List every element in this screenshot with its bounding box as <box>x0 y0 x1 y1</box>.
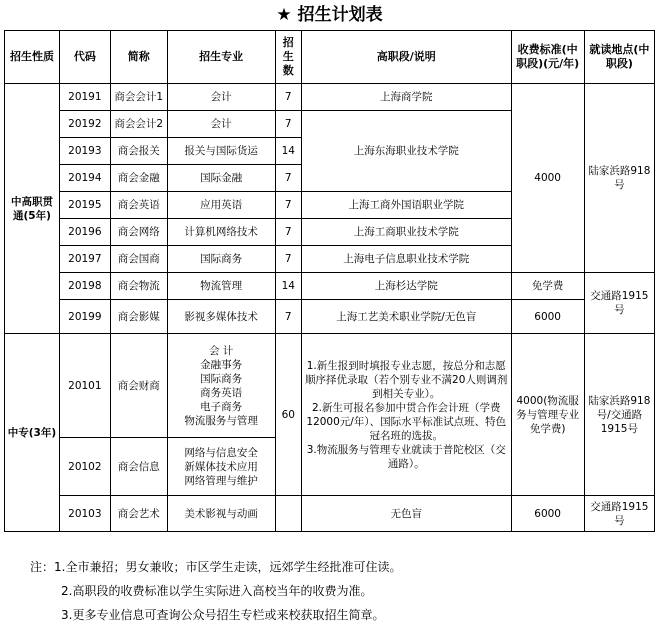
count-cell: 60 <box>275 334 301 496</box>
table-row <box>5 334 655 438</box>
code-cell: 20194 <box>59 165 110 192</box>
major-item: 金融事务 <box>200 358 243 371</box>
short-cell: 商会国商 <box>110 246 167 273</box>
major-item: 新媒体技术应用 <box>184 460 258 473</box>
major-cell: 会计 <box>167 111 275 138</box>
major-item: 会 计 <box>208 344 234 357</box>
location-cell: 交通路1915号 <box>584 273 654 334</box>
table-row <box>5 300 655 334</box>
count-cell: 7 <box>275 165 301 192</box>
major-cell: 影视多媒体技术 <box>167 300 275 334</box>
short-cell: 商会会计1 <box>110 84 167 111</box>
code-cell: 20103 <box>59 496 110 532</box>
header-fee: 收费标准(中职段)(元/年) <box>511 31 584 84</box>
count-cell: 14 <box>275 138 301 165</box>
college-cell: 上海杉达学院 <box>301 273 511 300</box>
nature-cell: 中高职贯通(5年) <box>5 84 60 334</box>
short-cell: 商会英语 <box>110 192 167 219</box>
nature-cell: 中专(3年) <box>5 334 60 532</box>
description-cell <box>301 334 511 496</box>
desc-item: 1.新生报到时填报专业志愿，按总分和志愿顺序择优录取（若个别专业不满20人则调剂到相关专业）。 <box>305 359 508 400</box>
table-row <box>5 273 655 300</box>
major-item: 国际商务 <box>200 372 243 385</box>
location-cell: 陆家浜路918号/交通路1915号 <box>584 334 654 496</box>
short-cell: 商会艺术 <box>110 496 167 532</box>
college-cell: 上海工商职业技术学院 <box>301 219 511 246</box>
enrollment-plan-table <box>4 30 655 532</box>
major-item: 电子商务 <box>200 400 243 413</box>
short-cell: 商会金融 <box>110 165 167 192</box>
location-cell: 陆家浜路918号 <box>584 84 654 273</box>
code-cell: 20195 <box>59 192 110 219</box>
code-cell: 20193 <box>59 138 110 165</box>
header-short: 简称 <box>110 31 167 84</box>
short-cell: 商会影媒 <box>110 300 167 334</box>
page-title: ★ 招生计划表 <box>276 5 383 25</box>
note-2: 2.高职段的收费标准以学生实际进入高校当年的收费为准。 <box>61 584 373 598</box>
major-cell: 应用英语 <box>167 192 275 219</box>
code-cell: 20196 <box>59 219 110 246</box>
note-3: 3.更多专业信息可查询公众号招生专栏或来校获取招生简章。 <box>61 608 385 622</box>
header-college: 高职段/说明 <box>301 31 511 84</box>
code-cell: 20102 <box>59 438 110 496</box>
major-item: 网络管理与维护 <box>184 474 258 487</box>
count-cell <box>275 496 301 532</box>
code-cell: 20192 <box>59 111 110 138</box>
fee-cell: 4000 <box>511 84 584 273</box>
notes <box>30 555 401 627</box>
major-list-cell <box>167 334 275 438</box>
note-1: 注：1.全市兼招；男女兼收；市区学生走读，远郊学生经批准可住读。 <box>30 560 402 574</box>
header-location: 就读地点(中职段) <box>584 31 654 84</box>
major-cell: 会计 <box>167 84 275 111</box>
fee-cell: 6000 <box>511 496 584 532</box>
major-list-cell <box>167 438 275 496</box>
count-cell: 7 <box>275 192 301 219</box>
count-cell: 7 <box>275 84 301 111</box>
header-row <box>5 31 655 84</box>
code-cell: 20191 <box>59 84 110 111</box>
short-cell: 商会会计2 <box>110 111 167 138</box>
college-cell: 上海商学院 <box>301 84 511 111</box>
table-row <box>5 84 655 111</box>
header-count: 招生数 <box>275 31 301 84</box>
count-cell: 7 <box>275 111 301 138</box>
count-cell: 7 <box>275 219 301 246</box>
header-major: 招生专业 <box>167 31 275 84</box>
major-cell: 物流管理 <box>167 273 275 300</box>
major-cell: 美术影视与动画 <box>167 496 275 532</box>
short-cell: 商会物流 <box>110 273 167 300</box>
code-cell: 20199 <box>59 300 110 334</box>
table-row <box>5 496 655 532</box>
short-cell: 商会财商 <box>110 334 167 438</box>
major-item: 物流服务与管理 <box>184 414 258 427</box>
major-cell: 国际金融 <box>167 165 275 192</box>
code-cell: 20197 <box>59 246 110 273</box>
location-cell: 交通路1915号 <box>584 496 654 532</box>
count-cell: 7 <box>275 246 301 273</box>
count-cell: 14 <box>275 273 301 300</box>
fee-cell: 4000(物流服务与管理专业免学费) <box>511 334 584 496</box>
college-cell: 上海东海职业技术学院 <box>301 111 511 192</box>
major-item: 网络与信息安全 <box>184 446 258 459</box>
short-cell: 商会信息 <box>110 438 167 496</box>
college-cell: 上海电子信息职业技术学院 <box>301 246 511 273</box>
code-cell: 20101 <box>59 334 110 438</box>
code-cell: 20198 <box>59 273 110 300</box>
desc-item: 3.物流服务与管理专业就读于普陀校区（交通路）。 <box>306 443 506 470</box>
header-code: 代码 <box>59 31 110 84</box>
major-cell: 报关与国际货运 <box>167 138 275 165</box>
fee-cell: 免学费 <box>511 273 584 300</box>
major-cell: 计算机网络技术 <box>167 219 275 246</box>
count-cell: 7 <box>275 300 301 334</box>
major-item: 商务英语 <box>200 386 243 399</box>
college-cell: 上海工商外国语职业学院 <box>301 192 511 219</box>
desc-item: 2.新生可报名参加中贯合作会计班（学费12000元/年）、国际水平标准试点班、特色冠名班的选拔。 <box>306 401 507 442</box>
major-cell: 国际商务 <box>167 246 275 273</box>
description-cell: 无色盲 <box>301 496 511 532</box>
fee-cell: 6000 <box>511 300 584 334</box>
college-cell: 上海工艺美术职业学院/无色盲 <box>301 300 511 334</box>
header-nature: 招生性质 <box>5 31 60 84</box>
short-cell: 商会网络 <box>110 219 167 246</box>
short-cell: 商会报关 <box>110 138 167 165</box>
